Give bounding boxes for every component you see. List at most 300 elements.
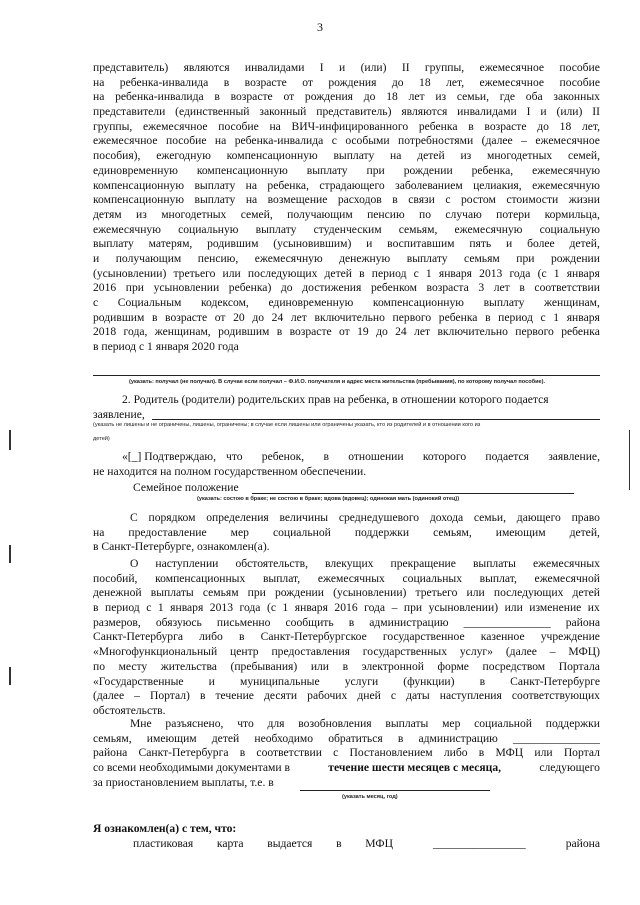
word: право [571, 511, 600, 524]
word: влекущих [325, 557, 374, 570]
word: на [245, 178, 258, 192]
word: выплату [306, 163, 348, 177]
word: студенческим [313, 222, 382, 236]
word: в [199, 689, 206, 703]
word: десяти [264, 689, 298, 703]
word: стоимости [506, 193, 559, 207]
word: единовременную [268, 296, 354, 309]
scan-margin-mark [629, 430, 630, 490]
word: социальных [402, 571, 462, 585]
word: ежемесячной [534, 571, 600, 585]
month-field[interactable] [300, 790, 490, 791]
word: января [438, 266, 472, 280]
word: третьего [415, 586, 458, 600]
word: от [302, 75, 313, 89]
text-line [93, 340, 600, 355]
text-line [93, 179, 600, 194]
word: из [435, 90, 447, 104]
word: изменение [529, 601, 582, 615]
word: от [214, 310, 226, 324]
word: 1 [425, 266, 432, 280]
word: определения [206, 511, 269, 524]
word: их [587, 601, 600, 615]
word: лет [408, 90, 425, 104]
word: возобновления [298, 717, 372, 730]
word: (пребывания) [230, 659, 298, 673]
word: ВИЧ-инфицированного [291, 119, 409, 133]
word: по [419, 207, 432, 221]
word: с [93, 296, 99, 309]
word: сообщить [285, 615, 334, 629]
word: ежемесячную [532, 163, 600, 177]
word: компенсационную [93, 193, 185, 207]
confirm-checkbox-text[interactable]: «[_] Подтверждаю, [122, 450, 216, 463]
word: или [504, 601, 523, 615]
word: электронной [361, 659, 424, 673]
scan-margin-mark [9, 430, 11, 450]
word: (с [266, 601, 276, 615]
word: возрасте [244, 75, 287, 89]
word: при [247, 586, 266, 600]
word: семей, [567, 149, 600, 163]
word: выплаты [472, 557, 516, 570]
word: включительно [314, 310, 385, 324]
word: детей [572, 586, 600, 600]
word: 1 [553, 266, 560, 280]
word: социальной [474, 717, 532, 730]
word: компенсационных [155, 571, 246, 585]
note-rights-2: детей) [93, 436, 110, 442]
word: – [391, 601, 398, 615]
word: детей [324, 266, 352, 280]
note-month: (указать месяц, год) [342, 794, 398, 800]
word: пособие [218, 119, 259, 133]
text-line [93, 164, 600, 179]
word: (далее [93, 689, 125, 703]
word: ежемесячных [317, 571, 385, 585]
word: возраста [426, 281, 469, 295]
confirm-line1 [122, 450, 600, 465]
word: воспитавшим [387, 237, 455, 251]
word: заявление, [548, 450, 600, 463]
word: услуг» [459, 645, 493, 659]
text-line [93, 645, 600, 660]
word: года [509, 266, 531, 280]
word: с [445, 193, 451, 207]
word: – [549, 645, 556, 659]
word: ежемесячную [532, 178, 600, 192]
word: с [390, 689, 397, 703]
word: 1 [553, 310, 560, 324]
word: в [93, 601, 99, 615]
word: страдающего [319, 178, 385, 192]
word: рождении [550, 251, 600, 265]
text-line [93, 586, 600, 601]
word: кодексом, [200, 296, 249, 309]
word: представитель) [316, 105, 392, 119]
word: имеющим [495, 525, 546, 539]
card-blank: ________________ [432, 837, 526, 850]
word: (усыновлении) [333, 586, 407, 600]
word: случаю [445, 207, 482, 221]
text-line [93, 746, 600, 761]
word: дающего [516, 511, 561, 524]
word: ежемесячную [454, 222, 523, 236]
word: группы, [424, 61, 465, 74]
word: до [537, 119, 549, 133]
resume-line4-bold: течение шести месяцев с месяца, [328, 761, 502, 775]
word: и [366, 237, 373, 251]
word: период [371, 266, 407, 280]
word: мер [230, 525, 249, 539]
note-family: (указать: состою в браке; не состою в браке; вдова (вдовец); одинокая мать (одинокий отец)) [197, 496, 460, 502]
word: отношении [348, 450, 404, 463]
word: в [238, 630, 245, 644]
word: в [151, 310, 158, 324]
text-line [93, 311, 600, 326]
word: рождения [328, 75, 377, 89]
text-line [93, 61, 600, 76]
word: до [363, 90, 376, 104]
word: (или) [360, 61, 387, 74]
word: и [93, 251, 100, 265]
item2-line2: заявление, [93, 408, 145, 421]
text-line [93, 675, 600, 690]
word: при [366, 163, 385, 177]
note-received: (указать: получал (не получал). В случае если получал – Ф.И.О. получателя и адрес места жительства (пребывания), по которому получал пособие). [129, 379, 546, 385]
text-line [93, 630, 600, 645]
word: представители [93, 105, 166, 119]
word: учреждение [540, 630, 600, 644]
word: – [521, 134, 527, 148]
word: дохода [429, 511, 464, 524]
word: семей, [240, 207, 273, 221]
intro-paragraph [93, 61, 600, 355]
text-line [93, 601, 600, 616]
word: при [516, 251, 535, 265]
word: в [336, 837, 342, 850]
word: прекращение [390, 557, 456, 570]
word: последующих [493, 586, 564, 600]
word: для [267, 717, 285, 730]
word: на [93, 90, 105, 104]
word: ребенок, [261, 450, 305, 463]
income-paragraph [93, 511, 600, 555]
word: пять [469, 237, 492, 251]
resume-line4-b: следующего [539, 761, 600, 775]
item2-line1: 2. Родитель (родители) родительских прав на ребенка, в отношении которого подается [122, 393, 549, 406]
word: по [93, 659, 106, 673]
word: возрасте [230, 90, 273, 104]
word: в [359, 266, 365, 280]
word: Санкт-Петербурга [93, 630, 183, 644]
word: выплат, [479, 571, 517, 585]
word: семьям, [93, 731, 132, 745]
word: родившим [207, 237, 259, 251]
word: в [485, 310, 491, 324]
word: Портал) [149, 689, 190, 703]
word: мер [442, 717, 461, 730]
word: рождения [304, 90, 354, 104]
word: ежемесячную [93, 222, 161, 236]
text-line [93, 252, 600, 267]
word: 2018 [93, 325, 117, 339]
word: 2016 [334, 601, 358, 615]
word: возрасте [289, 325, 332, 339]
word: группы, [93, 119, 133, 133]
ack-heading: Я ознакомлен(а) с тем, что: [93, 822, 237, 835]
word: ежемесячное [479, 75, 545, 89]
word: в [519, 281, 525, 295]
word: государственных [362, 645, 448, 659]
word: пенсию, [197, 251, 239, 265]
word: (усыновившим) [273, 237, 352, 251]
resume-line4-a: со всеми необходимыми документами в [93, 761, 290, 775]
word: МФЦ) [568, 645, 600, 659]
word: 18 [386, 90, 398, 104]
text-line [93, 511, 600, 526]
word: соответствующих [511, 689, 600, 703]
word: третьего [173, 266, 216, 280]
word: (далее [481, 134, 513, 148]
word: 20 [233, 310, 245, 324]
word: выдается [267, 837, 313, 850]
word: детей, [569, 525, 600, 539]
text-line [93, 223, 600, 238]
word: ежемесячное [93, 134, 158, 148]
text-line [93, 237, 600, 252]
word: письменно [216, 615, 271, 629]
word: (или) [556, 105, 583, 119]
word: МФЦ [495, 746, 524, 760]
text-line [93, 689, 600, 704]
word: (функции) [403, 674, 455, 688]
word: с [413, 266, 419, 280]
word: обстоятельств, [235, 557, 308, 570]
word: О [130, 557, 139, 570]
text-line [93, 732, 600, 747]
word: рождении [274, 586, 324, 600]
word: в [323, 450, 329, 463]
resume-line5: за приостановлением выплаты, т.е. в [93, 775, 274, 789]
word: компенсационную [226, 149, 318, 163]
card-end: района [565, 837, 600, 850]
word: с [146, 601, 152, 615]
word: (с [537, 266, 547, 280]
word: лет [414, 325, 431, 339]
word: администрацию [369, 615, 449, 629]
word: казенное [480, 630, 525, 644]
word: января [170, 601, 204, 615]
word: ребенка, [267, 178, 309, 192]
word: до [252, 310, 265, 324]
word: кормильца, [544, 207, 600, 221]
word: Социальным [117, 296, 182, 309]
word: на [269, 119, 281, 133]
word: являются [401, 105, 448, 119]
word: женщинам, [543, 296, 600, 309]
word: лет [290, 310, 307, 324]
word: пенсию [367, 207, 405, 221]
word: карта [216, 837, 244, 850]
word: лет, [581, 119, 600, 133]
word: ребенка) [228, 281, 272, 295]
word: в [276, 325, 283, 339]
text-line [93, 149, 600, 164]
word: выплату [406, 251, 448, 265]
word: 24 [395, 325, 407, 339]
word: 1 [282, 601, 289, 615]
word: связи [408, 193, 435, 207]
word: II [592, 105, 600, 119]
word: семьям [202, 586, 239, 600]
word: и [506, 237, 513, 251]
word: 24 [271, 310, 284, 324]
text-line [93, 120, 600, 135]
word: возрасте [165, 310, 208, 324]
word: денежной [93, 586, 142, 600]
word: или [534, 746, 553, 760]
word: Мне [130, 717, 152, 730]
word: центр [230, 645, 259, 659]
text-line [93, 90, 600, 105]
word: наступлении [155, 557, 219, 570]
word: II [401, 61, 410, 74]
scan-margin-mark [9, 667, 11, 685]
family-status-label: Семейное положение [133, 481, 239, 494]
word: первого [515, 325, 554, 339]
word: усыновлении [153, 281, 220, 295]
fill-line [152, 419, 600, 420]
word: необходимо [254, 731, 314, 745]
word: денежную [339, 251, 391, 265]
word: на [245, 193, 258, 207]
word: социальную [539, 222, 600, 236]
word: единовременную [93, 163, 178, 177]
word: в [223, 75, 230, 89]
word: ребенком [370, 281, 417, 295]
word: многодетных [161, 207, 227, 221]
word: до [376, 325, 388, 339]
family-status-field[interactable] [252, 493, 574, 494]
word: пособий, [93, 571, 138, 585]
word: в [479, 674, 486, 688]
text-line [93, 281, 600, 296]
word: в [478, 746, 485, 760]
word: Постановлением [349, 746, 433, 760]
text-line [93, 325, 600, 340]
word: года [239, 601, 261, 615]
word: и [208, 674, 215, 688]
word: разъяснено, [165, 717, 224, 730]
word: порядком [148, 511, 196, 524]
word: рождении [403, 163, 453, 177]
word: компенсационную [93, 178, 185, 192]
word: Портал [563, 746, 600, 760]
word: (далее [505, 645, 537, 659]
word: лет [493, 281, 510, 295]
word: с [333, 746, 339, 760]
word: января [294, 601, 328, 615]
word: жительства [160, 659, 217, 673]
word: Санкт-Петербургское [260, 630, 367, 644]
word: обязуюсь [155, 615, 202, 629]
word: в [214, 90, 220, 104]
word: детей [211, 731, 240, 745]
word: инвалидами [457, 105, 517, 119]
word: из [136, 207, 147, 221]
word: целиакия, [473, 178, 522, 192]
word: которого [422, 450, 467, 463]
word: семьям, [433, 525, 472, 539]
word: лет, [446, 75, 465, 89]
word: в [239, 746, 246, 760]
word: из [460, 149, 472, 163]
intro-last-line: в период с 1 января 2020 года [93, 340, 239, 354]
word: выплату [194, 178, 236, 192]
text-line [93, 76, 600, 91]
card-line [133, 837, 600, 852]
text-line [93, 557, 600, 572]
word: или [222, 266, 241, 280]
word: пособие [165, 134, 207, 148]
word: 19 [357, 325, 369, 339]
text-line [93, 296, 600, 311]
word: возрасте [484, 119, 527, 133]
text-line [93, 208, 600, 223]
word: размеров, [93, 615, 141, 629]
text-line [93, 572, 600, 587]
word: (единственный [175, 105, 250, 119]
word: года [364, 601, 386, 615]
word: _______________ [513, 731, 600, 745]
stop-paragraph [93, 557, 600, 719]
word: где [499, 90, 516, 104]
word: даты [406, 689, 430, 703]
word: ежемесячное [479, 61, 545, 74]
word: месту [118, 659, 148, 673]
word: среднедушевого [338, 511, 420, 524]
word: до [391, 75, 404, 89]
resume-paragraph [93, 717, 600, 790]
word: течение [215, 689, 254, 703]
word: на [93, 75, 105, 89]
word: года, [123, 325, 148, 339]
text-line [93, 105, 600, 120]
word: ежемесячное [143, 119, 208, 133]
word: социальной [272, 525, 331, 539]
word: МФЦ [365, 837, 393, 850]
word: января [566, 266, 600, 280]
word: Санкт-Петербурга [138, 746, 229, 760]
word: или [310, 659, 330, 673]
text-line [93, 660, 600, 675]
word: выплату [93, 237, 134, 251]
word: усыновлении) [428, 601, 499, 615]
word: что [237, 717, 254, 730]
word: первого [392, 310, 432, 324]
word: в [397, 731, 404, 745]
word: детей, [569, 237, 600, 251]
word: муниципальные [239, 674, 320, 688]
word: ежемесячное [535, 134, 600, 148]
word: и [540, 105, 547, 119]
word: 2013 [479, 266, 503, 280]
word: I [526, 105, 531, 119]
word: пособие [559, 61, 600, 74]
word: дней [357, 689, 381, 703]
word: пособие [559, 75, 600, 89]
